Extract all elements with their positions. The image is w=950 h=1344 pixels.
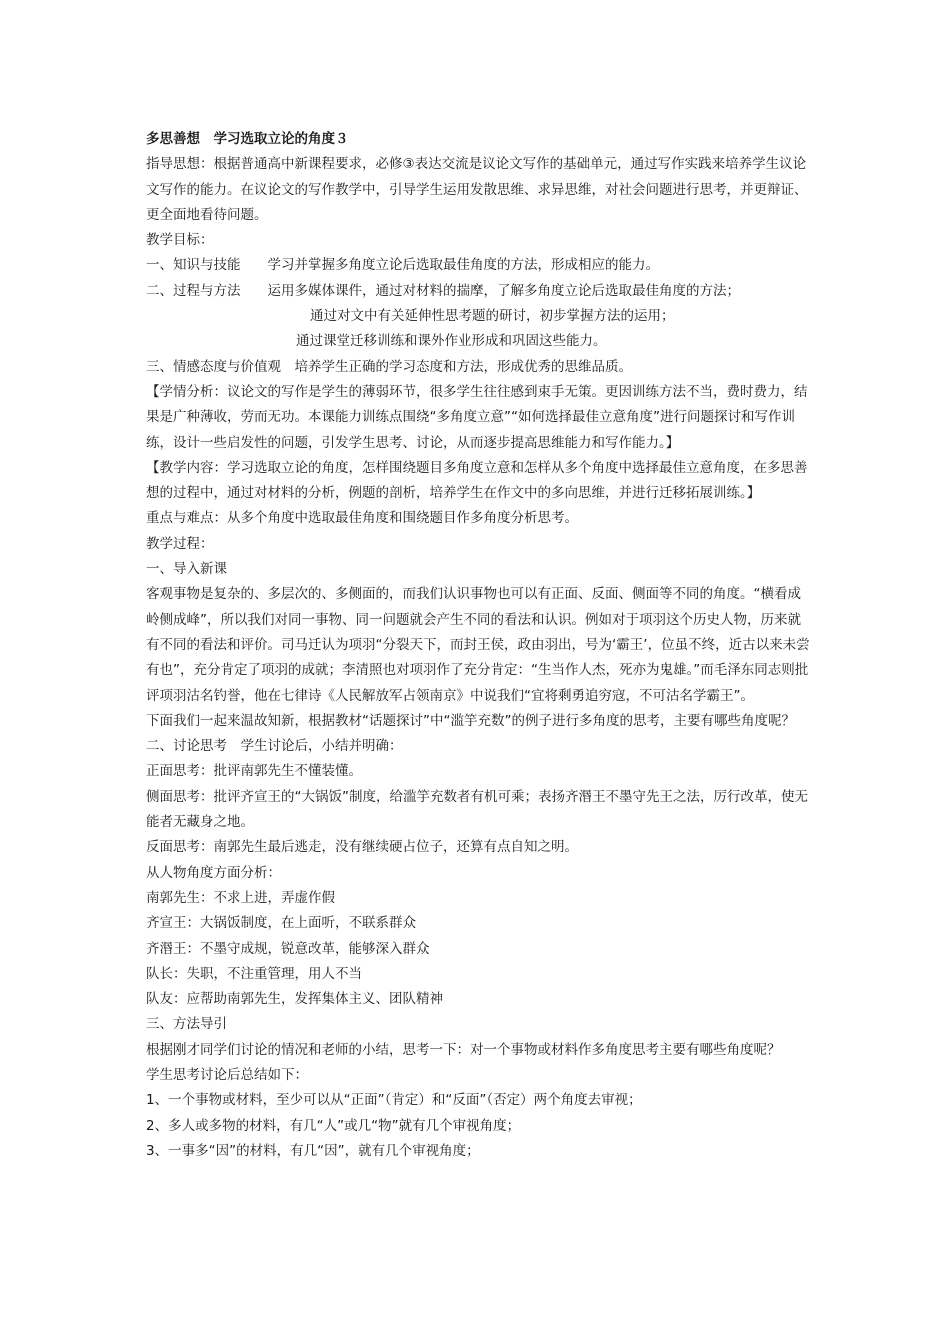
- paragraph-goal-process-2: 通过对文中有关延伸性思考题的研讨，初步掌握方法的运用；: [310, 308, 675, 325]
- paragraph-method-summary: 学生思考讨论后总结如下：: [146, 1066, 308, 1083]
- section-heading-method: 三、方法导引: [146, 1016, 227, 1033]
- list-item-qimin: 齐湣王：不墨守成规，锐意改革，能够深入群众: [146, 940, 430, 957]
- list-item-method-3: 3、一事多“因”的材料，有几“因”，就有几个审视角度；: [146, 1142, 480, 1159]
- paragraph-student-analysis: 【学情分析：议论文的写作是学生的薄弱环节，很多学生往往感到束手无策。更因训练方法不当，费时费力，结果是广种薄收，劳而无功。本课能力训练点围绕“多角度立意”“如何选择最佳立意角度”进行问题探讨和写作训练，设计一些启发性的问题，引发学生思考、讨论，从而逐步提高思维能力和写作能力。】: [146, 383, 808, 451]
- paragraph-teaching-content: 【教学内容：学习选取立论的角度，怎样围绕题目多角度立意和怎样从多个角度中选择最佳立意角度，在多思善想的过程中，通过对材料的分析，例题的剖析，培养学生在作文中的多向思维，并进行迁移拓展训练。】: [146, 459, 808, 502]
- paragraph-side-thinking: 侧面思考：批评齐宣王的“大锅饭”制度，给滥竽充数者有机可乘；表扬齐湣王不墨守先王之法，厉行改革，使无能者无藏身之地。: [146, 788, 808, 831]
- document-body: [146, 127, 810, 1164]
- paragraph-goal-attitude: 三、情感态度与价值观 培养学生正确的学习态度和方法，形成优秀的思维品质。: [146, 358, 632, 375]
- paragraph-guiding-idea: 指导思想：根据普通高中新课程要求，必修③表达交流是议论文写作的基础单元，通过写作实践来培养学生议论文写作的能力。在议论文的写作教学中，引导学生运用发散思维、求异思维，对社会问题进行思考，并更辩证、更全面地看待问题。: [146, 156, 808, 223]
- list-item-captain: 队长：失职，不注重管理，用人不当: [146, 965, 362, 982]
- list-item-qixuan: 齐宣王：大锅饭制度，在上面听，不联系群众: [146, 915, 416, 932]
- paragraph-teaching-process: 教学过程：: [146, 535, 214, 552]
- paragraph-reverse-thinking: 反面思考：南郭先生最后逃走，没有继续硬占位子，还算有点自知之明。: [146, 839, 578, 856]
- section-heading-intro: 一、导入新课: [146, 561, 227, 578]
- paragraph-method-question: 根据刚才同学们讨论的情况和老师的小结，思考一下：对一个事物或材料作多角度思考主要有哪些角度呢？: [146, 1041, 781, 1058]
- paragraph-teaching-goals: 教学目标：: [146, 232, 214, 249]
- paragraph-key-points: 重点与难点：从多个角度中选取最佳角度和围绕题目作多角度分析思考。: [146, 510, 578, 527]
- paragraph-intro-question: 下面我们一起来温故知新，根据教材“话题探讨”中“滥竽充数”的例子进行多角度的思考，主要有哪些角度呢？: [146, 712, 795, 729]
- paragraph-intro-body: 客观事物是复杂的、多层次的、多侧面的，而我们认识事物也可以有正面、反面、侧面等不同的角度。“横看成岭侧成峰”，所以我们对同一事物、同一问题就会产生不同的看法和认识。例如对于项羽这个历史人物，历来就有不同的看法和评价。司马迁认为项羽“分裂天下，而封王侯，政由羽出，号为‘霸王’，位虽不终，近古以来未尝有也”，充分肯定了项羽的成就；李清照也对项羽作了充分肯定：“生当作人杰，死亦为鬼雄。”而毛泽东同志则批评项羽沽名钓誉，他在七律诗《人民解放军占领南京》中说我们“宜将剩勇追穷寇，不可沽名学霸王”。: [146, 586, 810, 704]
- paragraph-positive-thinking: 正面思考：批评南郭先生不懂装懂。: [146, 763, 362, 780]
- section-heading-discussion: 二、讨论思考 学生讨论后，小结并明确：: [146, 738, 403, 755]
- document-title: 多思善想 学习选取立论的角度３: [146, 131, 349, 147]
- list-item-method-2: 2、多人或多物的材料，有几“人”或几“物”就有几个审视角度；: [146, 1117, 521, 1134]
- paragraph-goal-knowledge: 一、知识与技能 学习并掌握多角度立论后选取最佳角度的方法，形成相应的能力。: [146, 257, 659, 274]
- paragraph-goal-process: 二、过程与方法 运用多媒体课件，通过对材料的揣摩，了解多角度立论后选取最佳角度的方法；: [146, 282, 740, 299]
- list-item-teammate: 队友：应帮助南郭先生，发挥集体主义、团队精神: [146, 991, 443, 1008]
- list-item-method-1: 1、一个事物或材料，至少可以从“正面”（肯定）和“反面”（否定）两个角度去审视；: [146, 1092, 642, 1109]
- paragraph-character-analysis: 从人物角度方面分析：: [146, 864, 281, 881]
- paragraph-goal-process-3: 通过课堂迁移训练和课外作业形成和巩固这些能力。: [296, 333, 607, 350]
- list-item-nanguo: 南郭先生：不求上进，弄虚作假: [146, 889, 335, 906]
